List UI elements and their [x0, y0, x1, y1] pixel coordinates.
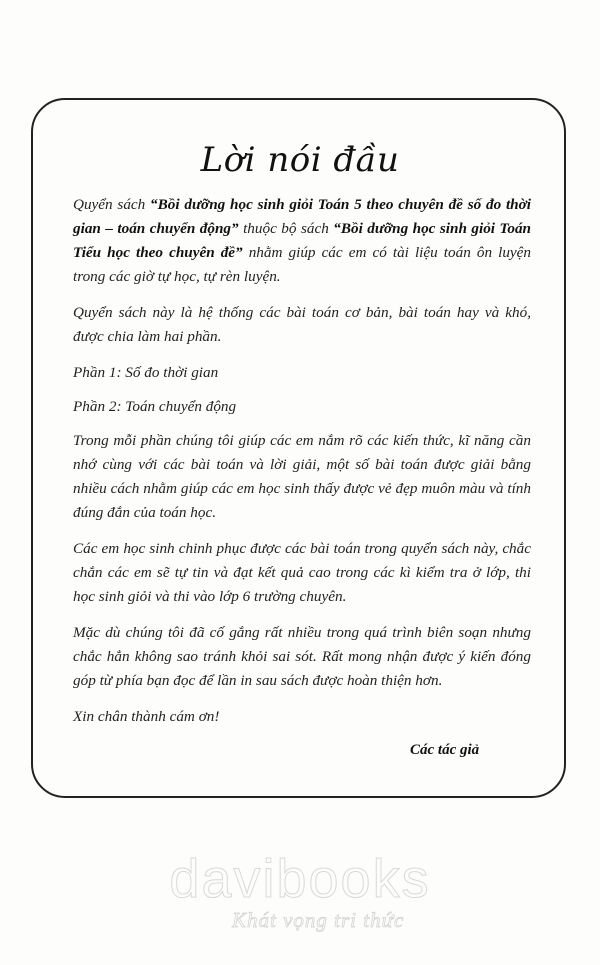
- paragraph-overview: Quyển sách này là hệ thống các bài toán cơ bản, bài toán hay và khó, được chia làm hai phần.: [73, 304, 531, 345]
- part-1-label: Phần 1: Số đo thời gian: [73, 364, 219, 381]
- paragraph-intro: [73, 193, 531, 289]
- intro-text-b: thuộc bộ sách: [238, 220, 334, 237]
- book-title: “Bồi dưỡng học sinh giỏi Toán 5 theo chuyên đề số đo thời gian – toán chuyển động”: [73, 196, 531, 237]
- watermark-tagline: Khát vọng tri thức: [232, 908, 405, 932]
- part-2-label: Phần 2: Toán chuyển động: [73, 398, 237, 415]
- preface-body: [73, 193, 531, 741]
- page-title: Lời nói đầu: [200, 140, 400, 180]
- watermark-brand: davibooks: [169, 849, 431, 909]
- intro-text-a: Quyển sách: [73, 196, 151, 213]
- series-title: “Bồi dưỡng học sinh giỏi Toán Tiểu học theo chuyên đề”: [73, 220, 532, 261]
- paragraph-thanks: Xin chân thành cám ơn!: [73, 708, 220, 725]
- paragraph-content: Trong mỗi phần chúng tôi giúp các em nắm rõ các kiến thức, kĩ năng cần nhớ cùng với các bài toán và lời giải, một số bài toán được giải bằng nhiều cách nhằm giúp các em học sinh thấy được vẻ đẹp muôn màu và tính đúng đắn của toán học.: [73, 432, 531, 521]
- intro-text-c: nhằm giúp các em có tài liệu toán ôn luyện trong các giờ tự học, tự rèn luyện.: [73, 244, 531, 285]
- signature: Các tác giả: [410, 742, 480, 758]
- paragraph-outcome: Các em học sinh chinh phục được các bài toán trong quyển sách này, chắc chắn các em sẽ tự tin và đạt kết quả cao trong các kì kiểm tra ở lớp, thi học sinh giỏi và thi vào lớp 6 trường chuyên.: [73, 540, 531, 605]
- paragraph-feedback: Mặc dù chúng tôi đã cố gắng rất nhiều trong quá trình biên soạn nhưng chắc hẳn không sao tránh khỏi sai sót. Rất mong nhận được ý kiến đóng góp từ phía bạn đọc để lần in sau sách được hoàn thiện hơn.: [73, 624, 531, 689]
